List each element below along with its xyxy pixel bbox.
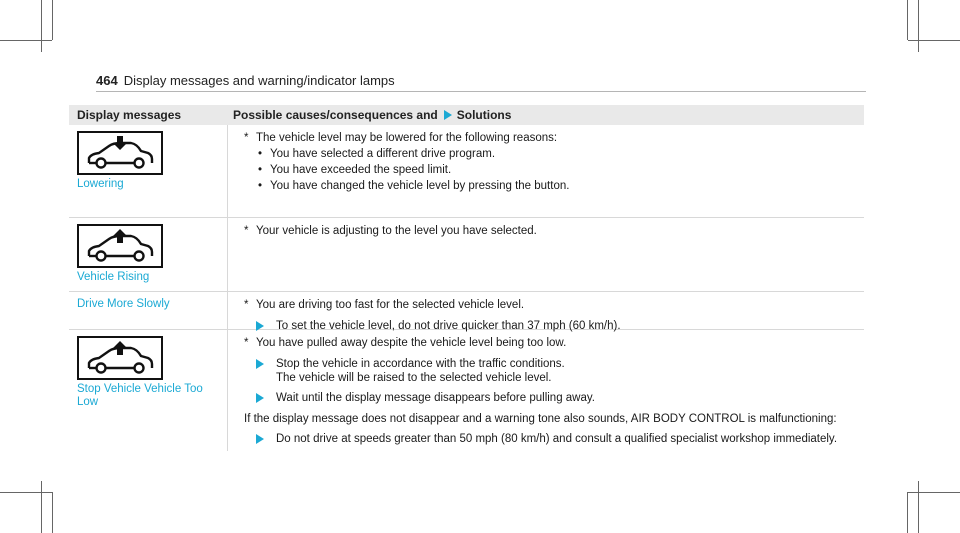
column-header-display-messages: Display messages — [77, 108, 182, 122]
instruction-step: To set the vehicle level, do not drive quicker than 37 mph (60 km/h). — [254, 319, 864, 333]
crop-mark — [918, 0, 919, 52]
cause-cell: * You have pulled away despite the vehicle level being too low. Stop the vehicle in accordance with the traffic conditions. The vehicle will be raised to the selected vehicle level. Wait until the display message disappears before pulling away. If the display message does not disappear and a warning tone also sounds, AIR BODY CONTROL is malfunctioning: Do not drive at speeds greater than 50 mph (80 km/h) and consult a qualified specialist workshop immediately. — [227, 330, 864, 451]
crop-mark — [908, 492, 960, 493]
message-cell — [69, 125, 227, 217]
message-label: Stop Vehicle Vehicle Too Low — [77, 383, 203, 408]
car-rising-icon — [77, 224, 163, 268]
cause-cell: * Your vehicle is adjusting to the level you have selected. — [227, 218, 864, 291]
arrow-right-icon — [444, 110, 452, 120]
message-label: Vehicle Rising — [77, 271, 150, 283]
message-cell — [69, 218, 227, 291]
table-row — [69, 292, 864, 330]
message-cell — [69, 330, 227, 451]
message-label: Drive More Slowly — [77, 298, 170, 310]
step-arrow-icon — [256, 359, 264, 369]
instruction-step: Stop the vehicle in accordance with the traffic conditions. The vehicle will be raised to the selected vehicle level. — [254, 357, 864, 385]
page-title: Display messages and warning/indicator lamps — [123, 73, 395, 88]
malfunction-note: If the display message does not disappear and a warning tone also sounds, AIR BODY CONTROL is malfunctioning: — [244, 413, 837, 425]
list-item: • You have selected a different drive program. — [244, 146, 864, 162]
crop-mark — [918, 481, 919, 533]
table-row — [69, 125, 864, 218]
cause-cell: * You are driving too fast for the selected vehicle level. To set the vehicle level, do not drive quicker than 37 mph (60 km/h). — [227, 292, 864, 329]
message-cell — [69, 292, 227, 329]
cause-cell: * The vehicle level may be lowered for the following reasons: • You have selected a different drive program. • You have exceeded the speed limit. • You have changed the vehicle level by pressing the button. — [227, 125, 864, 217]
page-number: 464 — [96, 73, 118, 88]
step-arrow-icon — [256, 393, 264, 403]
list-item: • You have exceeded the speed limit. — [244, 162, 864, 178]
crop-mark — [908, 40, 960, 41]
table-row — [69, 218, 864, 292]
car-lowering-icon — [77, 131, 163, 175]
header-rule — [96, 91, 866, 92]
instruction-step: Do not drive at speeds greater than 50 mph (80 km/h) and consult a qualified specialist workshop immediately. — [254, 432, 864, 446]
message-label: Lowering — [77, 178, 124, 190]
table-header — [69, 105, 864, 125]
car-rising-icon — [77, 336, 163, 380]
crop-mark — [0, 40, 52, 41]
crop-mark — [41, 0, 42, 52]
table-row — [69, 330, 864, 451]
instruction-step: Wait until the display message disappears before pulling away. — [254, 391, 864, 405]
page-header — [96, 73, 395, 88]
list-item: • You have changed the vehicle level by pressing the button. — [244, 178, 864, 194]
crop-mark — [52, 492, 53, 533]
crop-mark — [52, 0, 53, 40]
crop-mark — [907, 0, 908, 40]
messages-table — [69, 105, 864, 451]
crop-mark — [41, 481, 42, 533]
column-header-causes: Possible causes/consequences and Solutions — [233, 108, 512, 122]
crop-mark — [907, 492, 908, 533]
crop-mark — [0, 492, 52, 493]
step-arrow-icon — [256, 434, 264, 444]
